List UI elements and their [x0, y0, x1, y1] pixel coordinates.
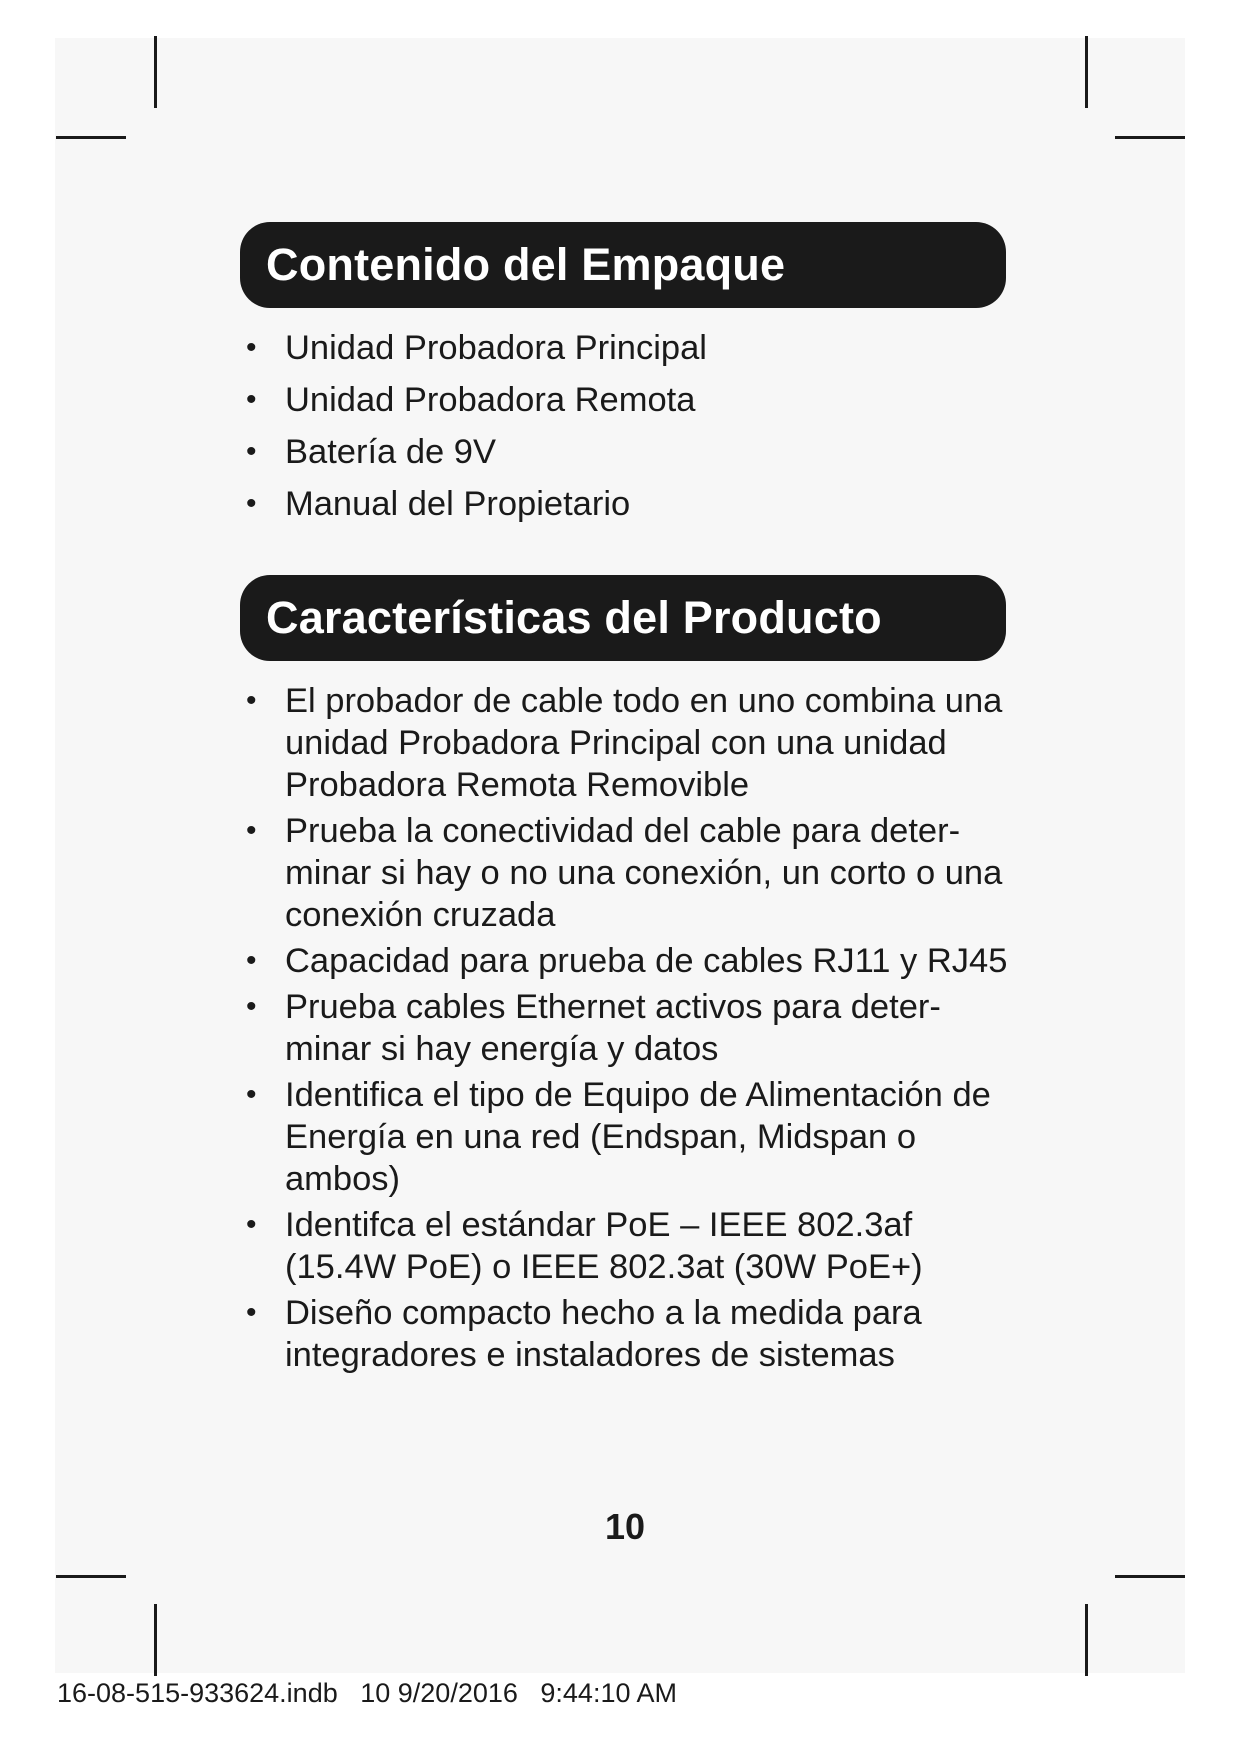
- list-item: [240, 810, 1020, 936]
- section-header-product-features: [240, 575, 1006, 661]
- section-title: Características del Producto: [266, 592, 882, 643]
- list-item-text: Diseño compacto hecho a la medida para integradores e instaladores de sistemas: [285, 1294, 922, 1374]
- crop-mark-top-right-horizontal: [1115, 136, 1185, 139]
- section-header-package-contents: [240, 222, 1006, 308]
- product-features-list: [240, 680, 1020, 1380]
- list-item: [240, 379, 1020, 421]
- list-item-text: Prueba cables Ethernet activos para deter-minar si hay energía y datos: [285, 988, 941, 1068]
- bullet-icon: •: [246, 1078, 257, 1111]
- section-title: Contenido del Empaque: [266, 239, 786, 290]
- list-item-text: Identifca el estándar PoE – IEEE 802.3af (15.4W PoE) o IEEE 802.3at (30W PoE+): [285, 1206, 923, 1286]
- list-item: [240, 940, 1020, 982]
- list-item: [240, 431, 1020, 473]
- crop-mark-bottom-left-vertical: [154, 1604, 157, 1676]
- crop-mark-bottom-right-vertical: [1085, 1604, 1088, 1676]
- list-item: [240, 986, 1020, 1070]
- list-item: [240, 1204, 1020, 1288]
- bullet-icon: •: [246, 1208, 257, 1241]
- bullet-icon: •: [246, 487, 257, 520]
- list-item-text: Manual del Propietario: [285, 485, 631, 523]
- crop-mark-top-left-vertical: [154, 36, 157, 108]
- list-item: [240, 1292, 1020, 1376]
- bullet-icon: •: [246, 684, 257, 717]
- crop-mark-bottom-right-horizontal: [1115, 1575, 1185, 1578]
- list-item-text: El probador de cable todo en uno combina una unidad Probadora Principal con una unidad Probadora Remota Removible: [285, 682, 1003, 804]
- bullet-icon: •: [246, 1296, 257, 1329]
- list-item: [240, 680, 1020, 806]
- list-item-text: Batería de 9V: [285, 433, 496, 471]
- crop-mark-bottom-left-horizontal: [56, 1575, 126, 1578]
- crop-mark-top-left-horizontal: [56, 136, 126, 139]
- list-item-text: Prueba la conectividad del cable para deter-minar si hay o no una conexión, un corto o una conexión cruzada: [285, 812, 1003, 934]
- crop-mark-top-right-vertical: [1085, 36, 1088, 108]
- list-item: [240, 327, 1020, 369]
- print-slug: 16-08-515-933624.indb 10 9/20/2016 9:44:10 AM: [57, 1678, 677, 1708]
- bullet-icon: •: [246, 383, 257, 416]
- bullet-icon: •: [246, 435, 257, 468]
- bullet-icon: •: [246, 331, 257, 364]
- list-item-text: Unidad Probadora Remota: [285, 381, 696, 419]
- package-contents-list: [240, 327, 1020, 535]
- bullet-icon: •: [246, 990, 257, 1023]
- page-number: 10: [604, 1506, 646, 1547]
- bullet-icon: •: [246, 944, 257, 977]
- list-item: [240, 1074, 1020, 1200]
- list-item: [240, 483, 1020, 525]
- list-item-text: Capacidad para prueba de cables RJ11 y RJ45: [285, 942, 1008, 980]
- list-item-text: Unidad Probadora Principal: [285, 329, 707, 367]
- bullet-icon: •: [246, 814, 257, 847]
- list-item-text: Identifica el tipo de Equipo de Alimentación de Energía en una red (Endspan, Midspan o ambos): [285, 1076, 991, 1198]
